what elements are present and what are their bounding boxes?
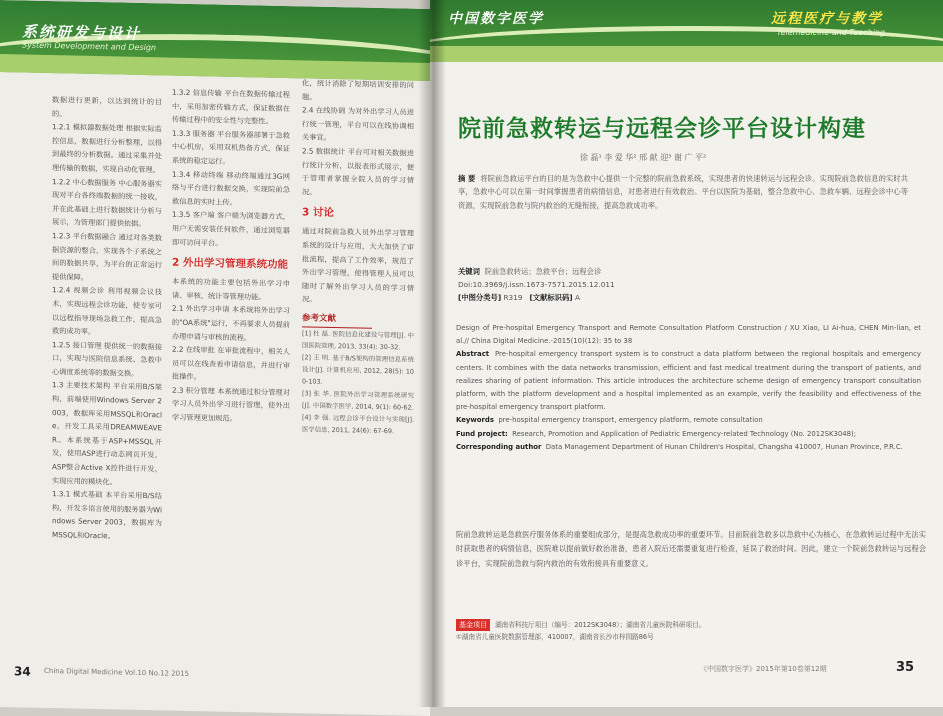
section-name: 远程医疗与教学 (771, 11, 883, 27)
fund-label: Fund project: (456, 429, 508, 438)
journal-name: 中国数字医学 (448, 11, 544, 27)
keywords-en-text: pre-hospital emergency transport, emergency platform, remote consultation (498, 416, 763, 425)
corresponding-label: Corresponding author (456, 442, 542, 451)
right-page-number: 35 (896, 660, 915, 675)
paragraph: 2.2 在线审批 在审批流程中，相关人员可以在线查看申请信息，并进行审批操作。 (172, 344, 290, 382)
abstract-cn (458, 172, 908, 212)
paragraph: 化，统计消除了短期培训安排的问题。 (302, 78, 414, 102)
corresponding-cn-text: ①湖南省儿童医院数据管理部，410007，湖南省长沙市梓园路86号 (456, 633, 654, 641)
left-page-header (0, 0, 430, 81)
paragraph: 1.2.5 接口管理 提供统一的数据接口，实现与医院信息系统、急救中心调度系统等的数据交换。 (52, 339, 162, 378)
reference-item: [4] 李 强. 远程会诊平台设计与实现[J]. 医学信息, 2011, 24(6): 67-69. (302, 412, 414, 435)
left-page (0, 0, 430, 716)
paragraph: 1.2.4 视频会诊 利用视频会议技术，实现远程会诊功能，使专家可以远程指导现场急救工作，提高急救的成功率。 (52, 285, 162, 337)
paragraph: 1.3.4 移动终端 移动终端通过3G网络与平台进行数据交换，实现院前急救信息的实时上传。 (172, 169, 290, 207)
right-page (430, 0, 943, 707)
article-body: 院前急救转运是急救医疗服务体系的重要组成部分，是提高急救成功率的重要环节。目前院前急救多以急救中心为核心，在急救转运过程中无法实时获取患者的病情信息，医院难以提前做好救治准备，患者入院后还需要重复进行检查，延误了救治时间。因此，建立一个院前急救转运与远程会诊平台，实现院前急救与院内救治的有效衔接具有重要意义。 (456, 530, 926, 568)
section-heading-3: 3 讨论 (302, 206, 334, 220)
abstract-en (456, 322, 921, 454)
fund-cn-text: 湖南省科技厅项目（编号：2012SK3048）；湖南省儿童医院科研项目。 (495, 621, 706, 629)
paragraph: 1.3.1 模式基础 本平台采用B/S结构，开发多语言使用的服务器为Windows Server 2003，数据库为MSSQL和Oracle。 (52, 489, 162, 541)
fund-en-text: Research, Promotion and Application of Pediatric Emergency-related Technology (No. 2012SK3048); (512, 429, 857, 438)
reference-item: [2] 王 明. 基于B/S架构的管理信息系统设计[J]. 计算机应用, 2012, 28(5): 100-103. (302, 352, 414, 386)
class-label: [中图分类号] (458, 293, 502, 303)
reference-item: [3] 张 华. 医院外出学习管理系统研究[J]. 中国数字医学, 2014, 9(1): 60-62. (302, 388, 414, 412)
article-meta-cn (458, 265, 615, 305)
class-value: R319 (503, 293, 523, 303)
reference-item: [1] 杜 磊. 医院信息化建设与管理[J]. 中国医院管理, 2013, 33(4): 30-32. (302, 328, 414, 351)
english-citation: Design of Pre-hospital Emergency Transport and Remote Consultation Platform Construction / XU Xiao, LI Ai-hua, CHEN Min-lian, et al.// China Digital Medicine.-2015(10)(12): 35 to 38 (456, 324, 921, 346)
paragraph: 1.3.3 服务器 平台服务器部署于急救中心机房，采用双机热备方式，保证系统的稳定运行。 (172, 128, 290, 166)
section-heading-2: 2 外出学习管理系统功能 (172, 256, 288, 272)
paragraph: 1.2.3 平台数据融合 通过对各类数据资源的整合，实现各个子系统之间的数据共享，为平台的正常运行提供保障。 (52, 231, 162, 282)
article-title: 院前急救转运与远程会诊平台设计构建 (458, 116, 866, 142)
left-page-footer: China Digital Medicine Vol.10 No.12 2015 (44, 666, 190, 678)
fund-box (456, 612, 796, 652)
abstract-label: 摘 要 (458, 174, 476, 183)
keywords-text: 院前急救转运；急救平台；远程会诊 (484, 267, 602, 276)
right-page-footer: 《中国数字医学》2015年第10卷第12期 (700, 665, 827, 673)
doi: Doi:10.3969/j.issn.1673-7571.2015.12.011 (458, 280, 615, 290)
paragraph: 2.5 数据统计 平台可对相关数据进行统计分析，以报表形式展示，便于管理者掌握全院人员的学习情况。 (302, 146, 414, 197)
left-header-subtitle: System Development and Design (22, 40, 156, 53)
right-page-header (430, 0, 943, 62)
paragraph: 通过对院前急救人员外出学习管理系统的设计与应用，大大加快了审批流程，提高了工作效率，规范了外出学习管理，使得管理人员可以随时了解外出学习人员的学习情况。 (302, 226, 414, 304)
paragraph: 2.3 积分管理 本系统通过积分管理对学习人员外出学习进行管理，使外出学习管理更加规范。 (172, 385, 290, 424)
paragraph: 1.3.2 信息传输 平台在数据传输过程中，采用加密传输方式，保证数据在传输过程中的安全性与完整性。 (172, 87, 290, 126)
paragraph: 数据进行更新，以达到统计的目的。 (52, 95, 162, 118)
paragraph: 2.4 在线协调 为对外出学习人员进行统一管理，平台可以在线协调相关事宜。 (302, 105, 414, 143)
keywords-en-label: Keywords (456, 416, 494, 425)
paragraph: 本系统的功能主要包括外出学习申请、审核、统计等管理功能。 (172, 276, 290, 302)
left-header-title: 系统研发与设计 (22, 22, 142, 43)
paragraph: 1.3 主要技术架构 平台采用B/S架构，前端使用Windows Server 2003，数据库采用MSSQL和Oracle，开发工具采用DREAMWEAVER。本系统基于ASP+MSSQL开发，使用ASP进行动态网页开发，ASP整合Active X控件进行开发，实现应用的模块化。 (52, 380, 162, 487)
paragraph: 2.1 外出学习申请 本系统将外出学习的"OA系统"运行，不再要求人员提前办理申请与审核的流程。 (172, 303, 290, 342)
doc-value: A (574, 293, 580, 303)
paragraph: 1.3.5 客户端 客户端为浏览器方式，用户无需安装任何软件，通过浏览器即可访问平台。 (172, 209, 290, 248)
keywords-label: 关键词 (458, 267, 480, 276)
left-column-2 (172, 86, 290, 427)
paragraph: 1.2.2 中心数据服务 中心服务器实现对平台各终端数据的统一接收，并在此基础上进行数据统计分析与展示，为管理部门提供依据。 (52, 176, 162, 229)
abstract-en-label: Abstract (456, 350, 490, 359)
abstract-text: 将院前急救运平台的目的是为急救中心提供一个完整的院前急救系统，实现患者的快速转运与远程会诊。实现院前急救信息的实时共享，急救中心可以在第一时间掌握患者的病情信息，对患者进行有效救治。平台以医院为基础，整合急救中心、急救车辆、远程会诊中心等资源，实现院前急救与院内救治的无缝衔接，提高急救成功率。 (458, 174, 909, 210)
corresponding-en-text: Data Management Department of Hunan Children's Hospital, Changsha 410007, Hunan Province, P.R.C. (545, 442, 903, 451)
fund-tag: 基金项目 (456, 619, 490, 631)
abstract-en-text: Pre-hospital emergency transport system is to construct a data platform between the regional hospitals and emergency centers. It combines with the data networks transmission, efficient and fast medical treatment during the transport of patients, and realizes sharing of patient information. This article introduces the architecture scheme design of emergency transport consultation platform, with the platform development and a hospital implemented as an example, verify the feasibility and effectiveness of the pre-hospital emergency transport platform. (456, 350, 922, 412)
references-title: 参考文献 (302, 312, 372, 328)
left-column-3 (302, 76, 414, 437)
section-name-en: Telemedicine and Teaching (776, 28, 885, 37)
doc-label: [文献标识码] (529, 293, 573, 303)
left-column-1 (52, 93, 162, 544)
article-authors: 徐 磊¹ 李 爱 华² 邢 献 迎³ 谢 广 平² (580, 153, 707, 162)
left-page-number: 34 (14, 664, 31, 679)
paragraph: 1.2.1 模拟器数据处理 根据实际监控信息，数据进行分析整理，以得到最终的分析数据。通过采集并处理传输的数据，实现自动化管理。 (52, 122, 162, 175)
